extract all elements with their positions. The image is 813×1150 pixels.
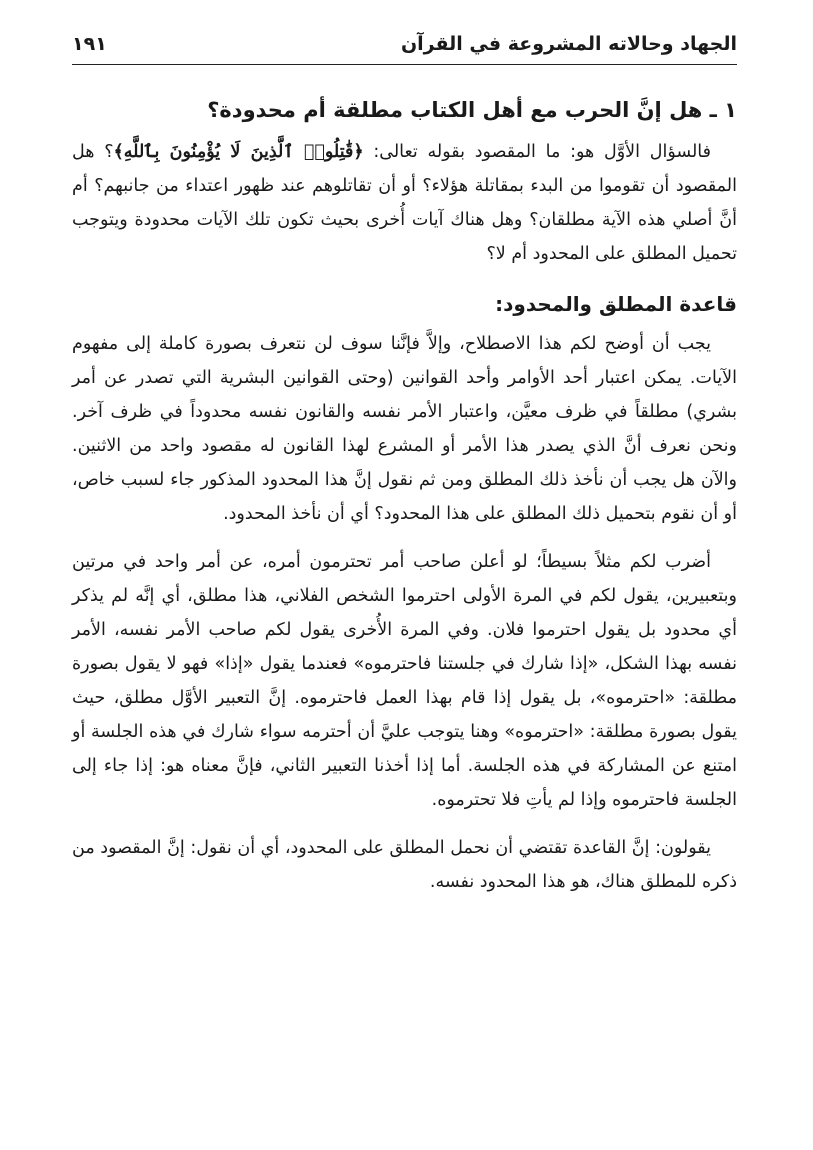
paragraph-example: أضرب لكم مثلاً بسيطاً؛ لو أعلن صاحب أمر تحترمون أمره، عن أمر واحد في مرتين وبتعبيرين، يقول لكم في المرة الأولى احترموا الشخص الفلاني، هذا مطلق، أي إنَّه لم يذكر أي محدود بل يقول احترموا فلان. وفي المرة الأُخرى يقول لكم صاحب الأمر نفسه، الأمر نفسه بهذا الشكل، «إذا شارك في جلستنا فاحترموه» فعندما يقول «إذا» فهو لا يقول بصورة مطلقة: «احترموه»، بل يقول إذا قام بهذا العمل فاحترموه. إنَّ التعبير الأوَّل مطلق، حيث يقول بصورة مطلقة: «احترموه» وهنا يتوجب عليَّ أن أحترمه سواء شارك في هذه الجلسة أو امتنع عن المشاركة في هذه الجلسة. أما إذا أخذنا التعبير الثاني، فإنَّ معناه هو: إذا جاء إلى الجلسة فاحترموه وإذا لم يأتِ فلا تحترموه. (72, 552, 737, 810)
paragraph-definition: يجب أن أوضح لكم هذا الاصطلاح، وإلاَّ فإنَّنا سوف لن نتعرف بصورة كاملة إلى مفهوم الآيات. يمكن اعتبار أحد الأوامر وأحد القوانين (وحتى القوانين البشرية التي تصدر عن أمر بشري) مطلقاً في ظرف معيَّن، واعتبار الأمر نفسه والقانون نفسه محدوداً في ظرف آخر. ونحن نعرف أنَّ الذي يصدر هذا الأمر أو المشرع لهذا القانون له مقصود واحد من الاثنين. والآن هل يجب أن نأخذ ذلك المطلق ومن ثم نقول إنَّ هذا المحدود المذكور جاء لسبب خاص، أو أن نقوم بتحميل ذلك المطلق على هذا المحدود؟ أي أن نأخذ المحدود. (72, 334, 737, 524)
quran-verse-quote: ﴿قَٰتِلُوا۟ ٱلَّذِينَ لَا يُؤْمِنُونَ بِٱللَّهِ﴾ (113, 142, 364, 162)
paragraph-question (72, 135, 737, 271)
running-header (72, 30, 737, 65)
page-number: ١٩١ (72, 33, 107, 55)
rule-heading: قاعدة المطلق والمحدود: (495, 292, 737, 316)
question-rest-text: ؟ هل المقصود أن تقوموا من البدء بمقاتلة هؤلاء؟ أو أن تقاتلوهم عند ظهور اعتداء من جانبهم؟ أم أنَّ أصلي هذه الآية مطلقان؟ وهل هناك آيات أُخرى بحيث تكون تلك الآيات محدودة ويتوجب تحميل المطلق على المحدود أم لا؟ (72, 142, 737, 264)
book-page (72, 30, 737, 899)
paragraph-conclusion: يقولون: إنَّ القاعدة تقتضي أن نحمل المطلق على المحدود، أي أن نقول: إنَّ المقصود من ذكره للمطلق هناك، هو هذا المحدود نفسه. (72, 838, 737, 892)
running-title: الجهاد وحالاته المشروعة في القرآن (400, 33, 737, 55)
section-heading: ١ ـ هل إنَّ الحرب مع أهل الكتاب مطلقة أم محدودة؟ (207, 98, 737, 122)
question-lead-text: فالسؤال الأوَّل هو: ما المقصود بقوله تعالى: (363, 142, 711, 162)
